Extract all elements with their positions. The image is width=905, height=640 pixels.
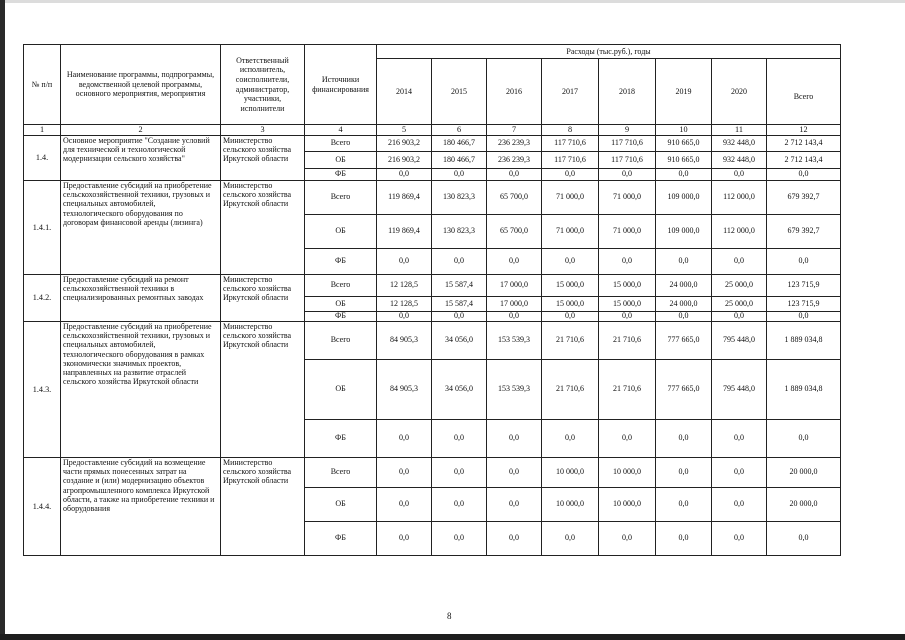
year-value: 0,0 — [432, 420, 487, 458]
header-source: Источники финансирования — [305, 45, 377, 125]
year-value: 10 000,0 — [542, 458, 599, 488]
responsible-executor: Министерство сельского хозяйства Иркутской области — [221, 322, 305, 458]
index-cell: 4 — [305, 125, 377, 136]
year-value: 15 000,0 — [599, 275, 656, 297]
year-value: 795 448,0 — [712, 360, 767, 420]
index-cell: 5 — [377, 125, 432, 136]
index-cell: 11 — [712, 125, 767, 136]
total-value: 2 712 143,4 — [767, 136, 841, 152]
header-num: № п/п — [24, 45, 61, 125]
scan-edge-top — [0, 0, 905, 3]
year-value: 0,0 — [712, 522, 767, 556]
table-row — [24, 136, 841, 152]
table-row — [24, 458, 841, 488]
year-value: 12 128,5 — [377, 275, 432, 297]
year-value: 34 056,0 — [432, 322, 487, 360]
year-value: 0,0 — [542, 249, 599, 275]
funding-source: ОБ — [305, 297, 377, 312]
year-value: 17 000,0 — [487, 275, 542, 297]
year-value: 153 539,3 — [487, 322, 542, 360]
year-value: 0,0 — [656, 522, 712, 556]
year-value: 0,0 — [487, 169, 542, 181]
table-row — [24, 275, 841, 297]
year-value: 0,0 — [432, 488, 487, 522]
year-value: 777 665,0 — [656, 360, 712, 420]
responsible-executor: Министерство сельского хозяйства Иркутской области — [221, 275, 305, 322]
total-value: 0,0 — [767, 169, 841, 181]
year-value: 932 448,0 — [712, 152, 767, 169]
year-value: 34 056,0 — [432, 360, 487, 420]
year-value: 0,0 — [542, 522, 599, 556]
funding-source: Всего — [305, 181, 377, 215]
year-value: 117 710,6 — [599, 136, 656, 152]
total-value: 20 000,0 — [767, 488, 841, 522]
year-value: 0,0 — [712, 420, 767, 458]
index-cell: 3 — [221, 125, 305, 136]
year-value: 24 000,0 — [656, 297, 712, 312]
year-value: 17 000,0 — [487, 297, 542, 312]
year-value: 0,0 — [599, 249, 656, 275]
year-value: 84 905,3 — [377, 322, 432, 360]
row-number: 1.4.4. — [24, 458, 61, 556]
responsible-executor: Министерство сельского хозяйства Иркутской области — [221, 136, 305, 181]
funding-source: ОБ — [305, 215, 377, 249]
funding-source: Всего — [305, 322, 377, 360]
activity-name: Предоставление субсидий на ремонт сельскохозяйственной техники в специализированных ремонтных заводах — [61, 275, 221, 322]
year-value: 65 700,0 — [487, 215, 542, 249]
year-value: 0,0 — [377, 522, 432, 556]
year-value: 777 665,0 — [656, 322, 712, 360]
year-value: 0,0 — [712, 312, 767, 322]
year-value: 180 466,7 — [432, 136, 487, 152]
funding-source: ФБ — [305, 522, 377, 556]
year-value: 0,0 — [656, 169, 712, 181]
funding-source: Всего — [305, 275, 377, 297]
total-value: 0,0 — [767, 522, 841, 556]
row-number: 1.4. — [24, 136, 61, 181]
year-value: 15 587,4 — [432, 297, 487, 312]
year-value: 910 665,0 — [656, 136, 712, 152]
year-value: 21 710,6 — [542, 360, 599, 420]
header-total: Всего — [767, 59, 841, 125]
index-row — [24, 125, 841, 136]
year-value: 0,0 — [656, 488, 712, 522]
table-row — [24, 322, 841, 360]
year-value: 15 000,0 — [542, 297, 599, 312]
header-year: 2017 — [542, 59, 599, 125]
year-value: 0,0 — [487, 420, 542, 458]
year-value: 0,0 — [487, 249, 542, 275]
funding-source: ФБ — [305, 169, 377, 181]
header-year: 2016 — [487, 59, 542, 125]
year-value: 0,0 — [432, 522, 487, 556]
year-value: 10 000,0 — [599, 488, 656, 522]
index-cell: 8 — [542, 125, 599, 136]
year-value: 216 903,2 — [377, 152, 432, 169]
year-value: 236 239,3 — [487, 152, 542, 169]
table-row — [24, 181, 841, 215]
year-value: 0,0 — [656, 249, 712, 275]
year-value: 0,0 — [487, 458, 542, 488]
year-value: 0,0 — [542, 312, 599, 322]
header-name: Наименование программы, подпрограммы, ведомственной целевой программы, основного мероприятия, мероприятия — [61, 45, 221, 125]
year-value: 0,0 — [487, 488, 542, 522]
year-value: 21 710,6 — [542, 322, 599, 360]
year-value: 10 000,0 — [542, 488, 599, 522]
year-value: 117 710,6 — [542, 136, 599, 152]
total-value: 20 000,0 — [767, 458, 841, 488]
year-value: 10 000,0 — [599, 458, 656, 488]
scan-edge-bottom — [0, 634, 905, 640]
total-value: 123 715,9 — [767, 275, 841, 297]
year-value: 180 466,7 — [432, 152, 487, 169]
year-value: 0,0 — [599, 169, 656, 181]
year-value: 119 869,4 — [377, 181, 432, 215]
index-cell: 2 — [61, 125, 221, 136]
year-value: 0,0 — [656, 458, 712, 488]
year-value: 15 000,0 — [542, 275, 599, 297]
header-year: 2018 — [599, 59, 656, 125]
year-value: 0,0 — [487, 522, 542, 556]
total-value: 2 712 143,4 — [767, 152, 841, 169]
index-cell: 6 — [432, 125, 487, 136]
scan-edge-left — [0, 0, 5, 640]
header-row-top — [24, 45, 841, 59]
funding-source: ОБ — [305, 488, 377, 522]
row-number: 1.4.2. — [24, 275, 61, 322]
year-value: 109 000,0 — [656, 181, 712, 215]
responsible-executor: Министерство сельского хозяйства Иркутской области — [221, 458, 305, 556]
year-value: 15 000,0 — [599, 297, 656, 312]
year-value: 0,0 — [599, 522, 656, 556]
year-value: 0,0 — [656, 420, 712, 458]
year-value: 71 000,0 — [542, 181, 599, 215]
header-year: 2019 — [656, 59, 712, 125]
table-body — [24, 45, 841, 556]
year-value: 117 710,6 — [599, 152, 656, 169]
header-year: 2015 — [432, 59, 487, 125]
index-cell: 12 — [767, 125, 841, 136]
year-value: 0,0 — [542, 169, 599, 181]
activity-name: Предоставление субсидий на приобретение сельскохозяйственной техники, грузовых и специальных автомобилей, технологического оборудования по договорам финансовой аренды (лизинга) — [61, 181, 221, 275]
year-value: 0,0 — [712, 249, 767, 275]
year-value: 112 000,0 — [712, 215, 767, 249]
year-value: 21 710,6 — [599, 322, 656, 360]
year-value: 0,0 — [712, 169, 767, 181]
header-year: 2014 — [377, 59, 432, 125]
index-cell: 7 — [487, 125, 542, 136]
activity-name: Основное мероприятие "Создание условий для технической и технологической модернизации сельского хозяйства" — [61, 136, 221, 181]
header-expenses: Расходы (тыс.руб.), годы — [377, 45, 841, 59]
activity-name: Предоставление субсидий на возмещение части прямых понесенных затрат на создание и (или) модернизацию объектов агропромышленного комплекса Иркутской области, а также на приобретение техники и оборудования — [61, 458, 221, 556]
year-value: 130 823,3 — [432, 215, 487, 249]
funding-source: ОБ — [305, 360, 377, 420]
row-number: 1.4.3. — [24, 322, 61, 458]
year-value: 21 710,6 — [599, 360, 656, 420]
year-value: 109 000,0 — [656, 215, 712, 249]
total-value: 0,0 — [767, 312, 841, 322]
financing-table — [23, 44, 841, 556]
year-value: 0,0 — [432, 169, 487, 181]
total-value: 123 715,9 — [767, 297, 841, 312]
total-value: 1 889 034,8 — [767, 360, 841, 420]
year-value: 25 000,0 — [712, 297, 767, 312]
funding-source: ФБ — [305, 420, 377, 458]
year-value: 216 903,2 — [377, 136, 432, 152]
page-number: 8 — [447, 611, 452, 621]
index-cell: 10 — [656, 125, 712, 136]
year-value: 0,0 — [377, 249, 432, 275]
year-value: 910 665,0 — [656, 152, 712, 169]
funding-source: Всего — [305, 458, 377, 488]
year-value: 24 000,0 — [656, 275, 712, 297]
total-value: 0,0 — [767, 249, 841, 275]
activity-name: Предоставление субсидий на приобретение сельскохозяйственной техники, грузовых и специальных автомобилей, технологического оборудования в рамках экономически значимых проектов, направленных на развитие отраслей сельского хозяйства Иркутской области — [61, 322, 221, 458]
total-value: 0,0 — [767, 420, 841, 458]
row-number: 1.4.1. — [24, 181, 61, 275]
year-value: 0,0 — [432, 458, 487, 488]
year-value: 71 000,0 — [599, 181, 656, 215]
year-value: 795 448,0 — [712, 322, 767, 360]
responsible-executor: Министерство сельского хозяйства Иркутской области — [221, 181, 305, 275]
year-value: 0,0 — [377, 312, 432, 322]
year-value: 0,0 — [377, 488, 432, 522]
year-value: 932 448,0 — [712, 136, 767, 152]
year-value: 0,0 — [432, 312, 487, 322]
year-value: 112 000,0 — [712, 181, 767, 215]
year-value: 0,0 — [656, 312, 712, 322]
year-value: 15 587,4 — [432, 275, 487, 297]
year-value: 71 000,0 — [599, 215, 656, 249]
funding-source: ФБ — [305, 312, 377, 322]
year-value: 0,0 — [599, 312, 656, 322]
year-value: 12 128,5 — [377, 297, 432, 312]
year-value: 65 700,0 — [487, 181, 542, 215]
year-value: 0,0 — [487, 312, 542, 322]
year-value: 0,0 — [432, 249, 487, 275]
index-cell: 9 — [599, 125, 656, 136]
year-value: 0,0 — [377, 420, 432, 458]
year-value: 236 239,3 — [487, 136, 542, 152]
year-value: 119 869,4 — [377, 215, 432, 249]
header-year: 2020 — [712, 59, 767, 125]
year-value: 0,0 — [542, 420, 599, 458]
year-value: 71 000,0 — [542, 215, 599, 249]
funding-source: ФБ — [305, 249, 377, 275]
year-value: 0,0 — [712, 458, 767, 488]
total-value: 679 392,7 — [767, 215, 841, 249]
year-value: 0,0 — [599, 420, 656, 458]
funding-source: Всего — [305, 136, 377, 152]
year-value: 130 823,3 — [432, 181, 487, 215]
header-responsible: Ответственный исполнитель, соисполнители, администратор, участники, исполнители — [221, 45, 305, 125]
year-value: 0,0 — [377, 169, 432, 181]
total-value: 1 889 034,8 — [767, 322, 841, 360]
funding-source: ОБ — [305, 152, 377, 169]
year-value: 25 000,0 — [712, 275, 767, 297]
year-value: 0,0 — [377, 458, 432, 488]
index-cell: 1 — [24, 125, 61, 136]
year-value: 153 539,3 — [487, 360, 542, 420]
total-value: 679 392,7 — [767, 181, 841, 215]
year-value: 117 710,6 — [542, 152, 599, 169]
year-value: 0,0 — [712, 488, 767, 522]
year-value: 84 905,3 — [377, 360, 432, 420]
